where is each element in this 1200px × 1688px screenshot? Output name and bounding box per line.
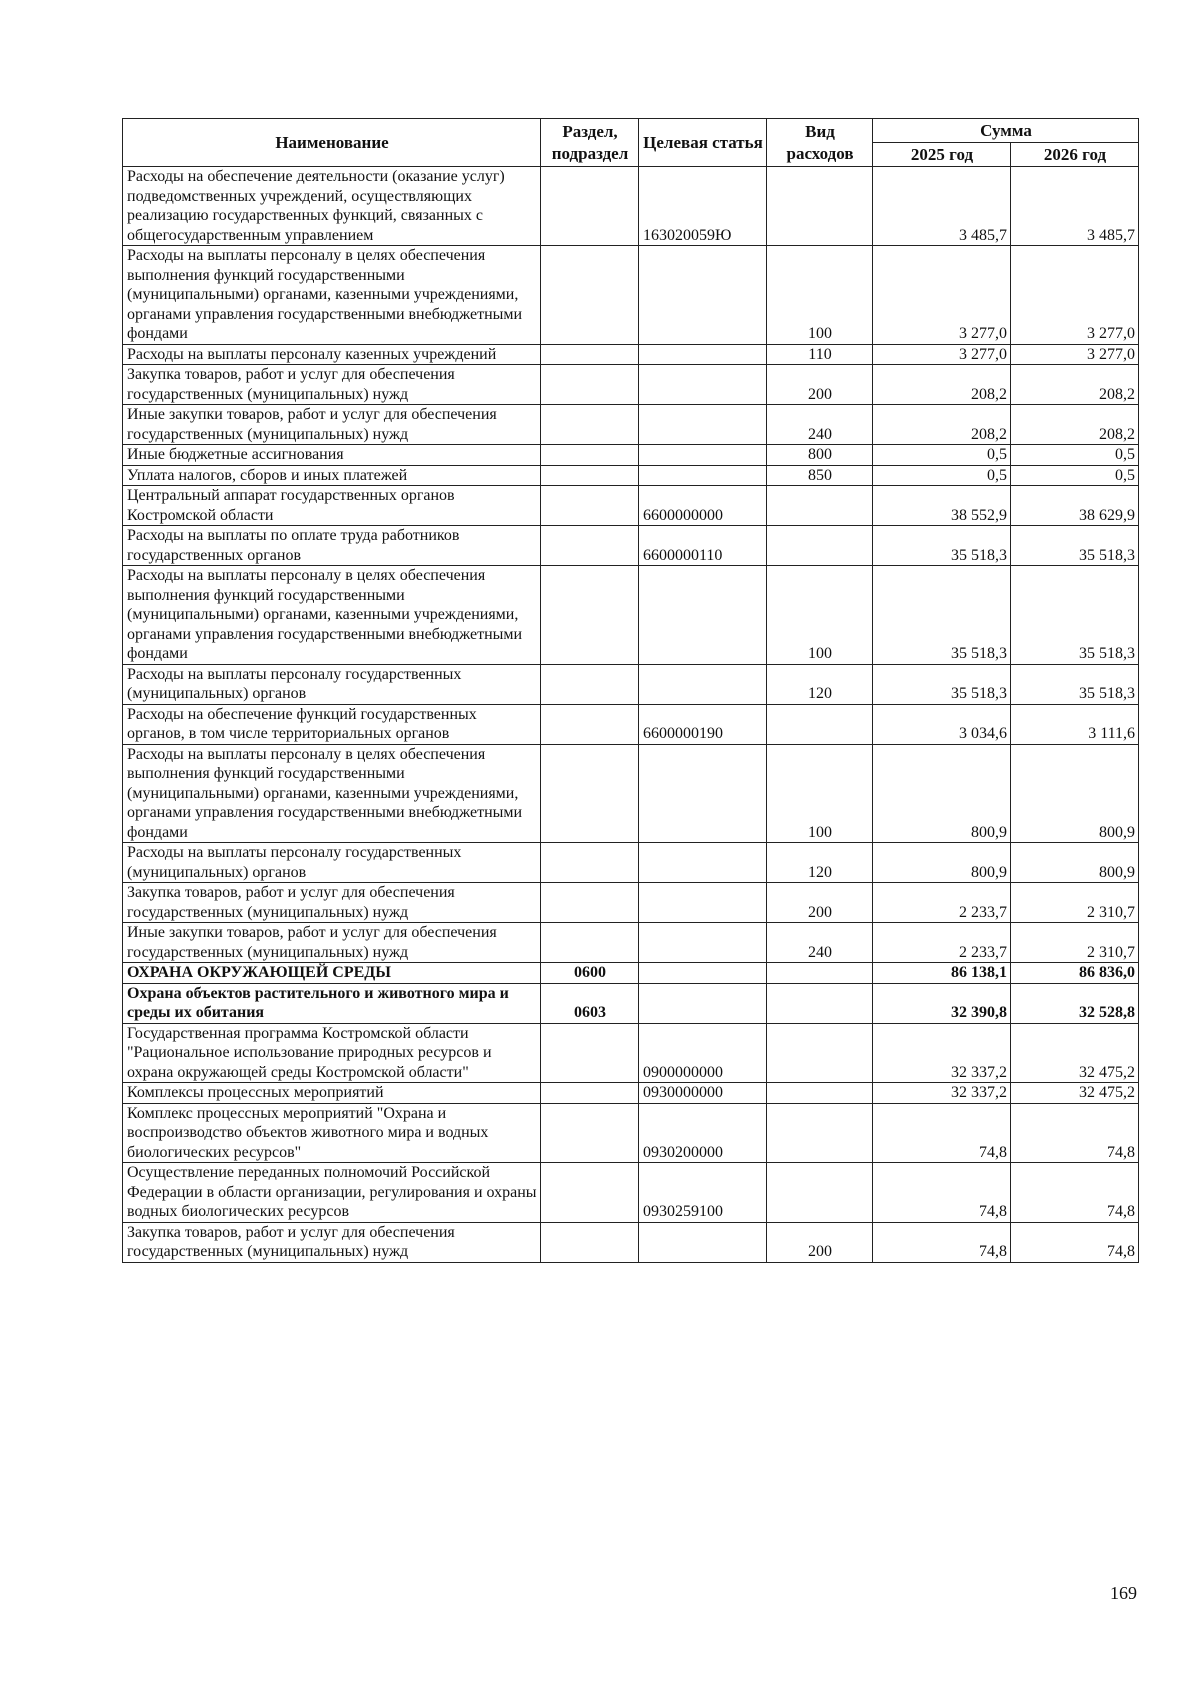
row-section [541, 405, 639, 445]
row-sum-2026: 35 518,3 [1011, 664, 1139, 704]
table-body [123, 167, 1139, 1263]
table-row [123, 246, 1139, 345]
row-name: Закупка товаров, работ и услуг для обеспечения государственных (муниципальных) нужд [123, 883, 541, 923]
table-row [123, 486, 1139, 526]
table-row [123, 704, 1139, 744]
row-section [541, 664, 639, 704]
row-name: Расходы на выплаты персоналу государственных (муниципальных) органов [123, 664, 541, 704]
table-row [123, 843, 1139, 883]
row-name: Уплата налогов, сборов и иных платежей [123, 465, 541, 486]
row-name: Комплекс процессных мероприятий "Охрана и воспроизводство объектов животного мира и водных биологических ресурсов" [123, 1103, 541, 1163]
row-name: Закупка товаров, работ и услуг для обеспечения государственных (муниципальных) нужд [123, 1222, 541, 1262]
row-kind [767, 983, 873, 1023]
row-article: 0900000000 [639, 1023, 767, 1083]
row-sum-2025: 32 337,2 [873, 1083, 1011, 1104]
row-sum-2026: 3 485,7 [1011, 167, 1139, 246]
row-sum-2026: 35 518,3 [1011, 566, 1139, 665]
row-sum-2025: 3 034,6 [873, 704, 1011, 744]
row-section [541, 744, 639, 843]
table-row [123, 1103, 1139, 1163]
row-sum-2025: 35 518,3 [873, 664, 1011, 704]
row-kind [767, 1103, 873, 1163]
row-article: 6600000190 [639, 704, 767, 744]
table-row [123, 526, 1139, 566]
row-sum-2026: 3 111,6 [1011, 704, 1139, 744]
row-section [541, 526, 639, 566]
row-name: Расходы на обеспечение деятельности (оказание услуг) подведомственных учреждений, осуществляющих реализацию государственных функций, связанных с общегосударственным управлением [123, 167, 541, 246]
row-name: Осуществление переданных полномочий Российской Федерации в области организации, регулирования и охраны водных биологических ресурсов [123, 1163, 541, 1223]
row-section [541, 1103, 639, 1163]
row-article [639, 963, 767, 984]
row-kind: 240 [767, 923, 873, 963]
row-sum-2026: 3 277,0 [1011, 344, 1139, 365]
budget-sheet [122, 118, 1138, 1263]
table-row [123, 963, 1139, 984]
row-article: 163020059Ю [639, 167, 767, 246]
row-sum-2025: 800,9 [873, 843, 1011, 883]
table-row [123, 365, 1139, 405]
row-kind [767, 167, 873, 246]
row-section [541, 704, 639, 744]
row-section [541, 1083, 639, 1104]
row-kind: 100 [767, 246, 873, 345]
row-sum-2025: 38 552,9 [873, 486, 1011, 526]
row-sum-2026: 38 629,9 [1011, 486, 1139, 526]
row-section [541, 1163, 639, 1223]
row-name: Закупка товаров, работ и услуг для обеспечения государственных (муниципальных) нужд [123, 365, 541, 405]
row-section [541, 445, 639, 466]
row-sum-2026: 74,8 [1011, 1103, 1139, 1163]
table-row [123, 883, 1139, 923]
row-name: Расходы на обеспечение функций государственных органов, в том числе территориальных органов [123, 704, 541, 744]
row-sum-2026: 208,2 [1011, 365, 1139, 405]
row-kind: 200 [767, 365, 873, 405]
row-section [541, 566, 639, 665]
table-row [123, 344, 1139, 365]
row-sum-2026: 32 475,2 [1011, 1023, 1139, 1083]
row-sum-2026: 800,9 [1011, 744, 1139, 843]
row-article [639, 566, 767, 665]
table-row [123, 1023, 1139, 1083]
row-article [639, 365, 767, 405]
table-row [123, 983, 1139, 1023]
row-article [639, 983, 767, 1023]
row-section [541, 923, 639, 963]
row-section: 0603 [541, 983, 639, 1023]
table-row [123, 923, 1139, 963]
table-row [123, 167, 1139, 246]
row-section [541, 486, 639, 526]
row-section [541, 1222, 639, 1262]
row-section: 0600 [541, 963, 639, 984]
row-section [541, 344, 639, 365]
row-name: Государственная программа Костромской области "Рациональное использование природных ресурсов и охрана окружающей среды Костромской области" [123, 1023, 541, 1083]
row-kind: 200 [767, 883, 873, 923]
table-row [123, 1163, 1139, 1223]
row-kind: 110 [767, 344, 873, 365]
row-article: 6600000000 [639, 486, 767, 526]
row-kind: 240 [767, 405, 873, 445]
row-article [639, 246, 767, 345]
row-kind: 200 [767, 1222, 873, 1262]
row-sum-2025: 74,8 [873, 1163, 1011, 1223]
table-row [123, 1083, 1139, 1104]
row-name: Центральный аппарат государственных органов Костромской области [123, 486, 541, 526]
row-article [639, 923, 767, 963]
row-sum-2025: 86 138,1 [873, 963, 1011, 984]
row-kind [767, 963, 873, 984]
row-sum-2025: 208,2 [873, 405, 1011, 445]
row-name: Расходы на выплаты персоналу государственных (муниципальных) органов [123, 843, 541, 883]
table-row [123, 1222, 1139, 1262]
row-sum-2025: 35 518,3 [873, 526, 1011, 566]
row-kind: 120 [767, 843, 873, 883]
row-sum-2026: 32 475,2 [1011, 1083, 1139, 1104]
row-section [541, 883, 639, 923]
row-article [639, 465, 767, 486]
row-sum-2026: 0,5 [1011, 445, 1139, 466]
row-sum-2026: 86 836,0 [1011, 963, 1139, 984]
row-name: Охрана объектов растительного и животного мира и среды их обитания [123, 983, 541, 1023]
row-sum-2025: 74,8 [873, 1103, 1011, 1163]
row-name: Иные закупки товаров, работ и услуг для обеспечения государственных (муниципальных) нужд [123, 923, 541, 963]
row-sum-2025: 208,2 [873, 365, 1011, 405]
row-name: Расходы на выплаты персоналу в целях обеспечения выполнения функций государственными (муниципальными) органами, казенными учреждениями, органами управления государственными внебюджетными фондами [123, 566, 541, 665]
row-article [639, 1222, 767, 1262]
col-header-section: Раздел, подраздел [541, 119, 639, 167]
row-kind: 100 [767, 744, 873, 843]
row-name: Расходы на выплаты персоналу казенных учреждений [123, 344, 541, 365]
row-sum-2026: 2 310,7 [1011, 883, 1139, 923]
budget-table [122, 118, 1139, 1263]
row-name: Иные бюджетные ассигнования [123, 445, 541, 466]
row-sum-2025: 0,5 [873, 445, 1011, 466]
row-section [541, 843, 639, 883]
row-kind: 800 [767, 445, 873, 466]
row-sum-2026: 800,9 [1011, 843, 1139, 883]
row-sum-2026: 35 518,3 [1011, 526, 1139, 566]
row-sum-2025: 2 233,7 [873, 883, 1011, 923]
row-sum-2026: 74,8 [1011, 1163, 1139, 1223]
col-header-year-2025: 2025 год [873, 143, 1011, 167]
row-sum-2025: 0,5 [873, 465, 1011, 486]
row-name: Расходы на выплаты персоналу в целях обеспечения выполнения функций государственными (муниципальными) органами, казенными учреждениями, органами управления государственными внебюджетными фондами [123, 246, 541, 345]
row-kind [767, 1163, 873, 1223]
row-sum-2026: 2 310,7 [1011, 923, 1139, 963]
row-sum-2026: 208,2 [1011, 405, 1139, 445]
row-name: Расходы на выплаты персоналу в целях обеспечения выполнения функций государственными (муниципальными) органами, казенными учреждениями, органами управления государственными внебюджетными фондами [123, 744, 541, 843]
row-name: Комплексы процессных мероприятий [123, 1083, 541, 1104]
row-kind [767, 704, 873, 744]
row-sum-2026: 74,8 [1011, 1222, 1139, 1262]
row-article: 6600000110 [639, 526, 767, 566]
row-article [639, 344, 767, 365]
row-sum-2026: 3 277,0 [1011, 246, 1139, 345]
table-row [123, 744, 1139, 843]
row-kind [767, 1023, 873, 1083]
row-sum-2025: 2 233,7 [873, 923, 1011, 963]
row-name: Иные закупки товаров, работ и услуг для обеспечения государственных (муниципальных) нужд [123, 405, 541, 445]
col-header-kind: Вид расходов [767, 119, 873, 167]
table-row [123, 664, 1139, 704]
row-sum-2025: 3 277,0 [873, 246, 1011, 345]
row-article: 0930200000 [639, 1103, 767, 1163]
row-sum-2025: 32 337,2 [873, 1023, 1011, 1083]
row-kind [767, 1083, 873, 1104]
row-section [541, 246, 639, 345]
table-row [123, 445, 1139, 466]
row-article: 0930000000 [639, 1083, 767, 1104]
row-sum-2025: 3 277,0 [873, 344, 1011, 365]
row-sum-2025: 800,9 [873, 744, 1011, 843]
row-sum-2025: 3 485,7 [873, 167, 1011, 246]
row-section [541, 465, 639, 486]
row-article [639, 843, 767, 883]
col-header-sum: Сумма [873, 119, 1139, 143]
table-row [123, 566, 1139, 665]
col-header-year-2026: 2026 год [1011, 143, 1139, 167]
col-header-name: Наименование [123, 119, 541, 167]
row-sum-2025: 35 518,3 [873, 566, 1011, 665]
page-number: 169 [1110, 1583, 1137, 1603]
table-row [123, 405, 1139, 445]
row-article [639, 405, 767, 445]
row-kind: 120 [767, 664, 873, 704]
row-sum-2025: 74,8 [873, 1222, 1011, 1262]
row-sum-2026: 0,5 [1011, 465, 1139, 486]
row-kind [767, 526, 873, 566]
row-kind [767, 486, 873, 526]
row-name: ОХРАНА ОКРУЖАЮЩЕЙ СРЕДЫ [123, 963, 541, 984]
row-article [639, 883, 767, 923]
row-name: Расходы на выплаты по оплате труда работников государственных органов [123, 526, 541, 566]
row-article: 0930259100 [639, 1163, 767, 1223]
col-header-article: Целевая статья [639, 119, 767, 167]
row-kind: 100 [767, 566, 873, 665]
table-row [123, 465, 1139, 486]
row-article [639, 744, 767, 843]
row-sum-2026: 32 528,8 [1011, 983, 1139, 1023]
row-article [639, 664, 767, 704]
row-kind: 850 [767, 465, 873, 486]
row-section [541, 1023, 639, 1083]
row-sum-2025: 32 390,8 [873, 983, 1011, 1023]
row-section [541, 167, 639, 246]
row-section [541, 365, 639, 405]
row-article [639, 445, 767, 466]
